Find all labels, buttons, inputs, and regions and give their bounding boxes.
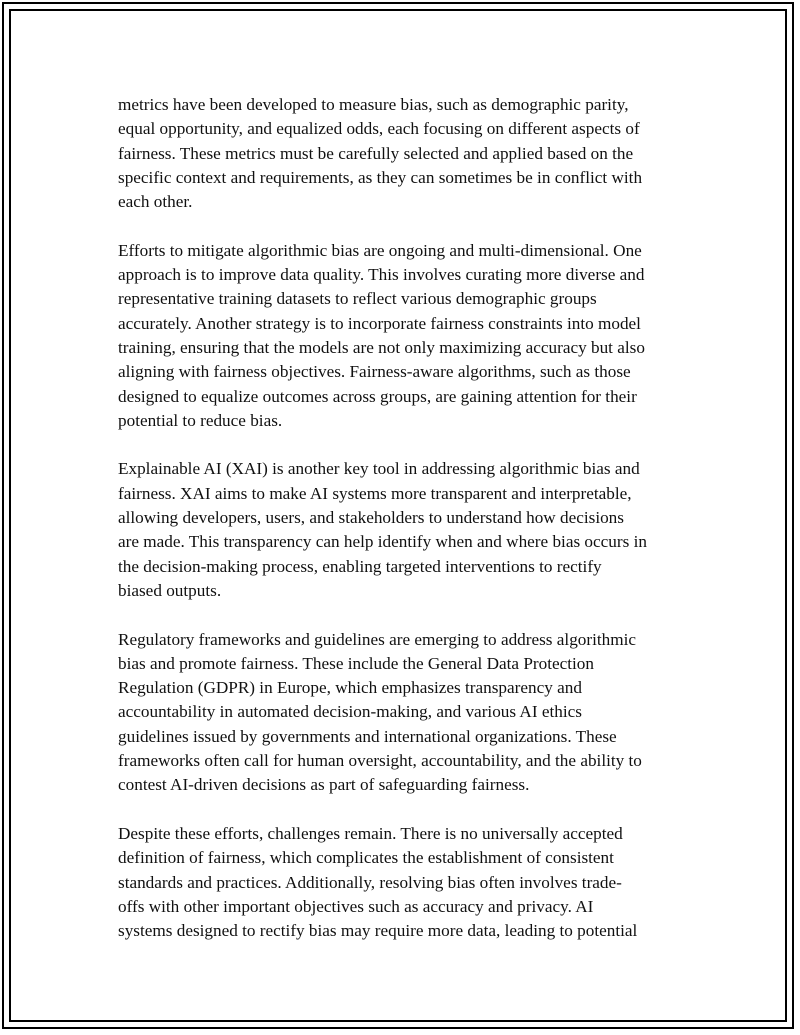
paragraph-regulatory-frameworks: Regulatory frameworks and guidelines are emerging to address algorithmic bias and promote fairness. These include the General Data Protection Regulation (GDPR) in Europe, which emphasizes transparency and accountability in automated decision-making, and various AI ethics guidelines issued by governments and international organizations. These frameworks often call for human oversight, accountability, and the ability to contest AI-driven decisions as part of safeguarding fairness. xyxy=(118,629,642,795)
paragraph-explainable-ai: Explainable AI (XAI) is another key tool in addressing algorithmic bias and fairness. XAI aims to make AI systems more transparent and interpretable, allowing developers, users, and stakeholders to understand how decisions are made. This transparency can help identify when and where bias occurs in the decision-making process, enabling targeted interventions to rectify biased outputs. xyxy=(118,459,647,600)
paragraph-fairness-metrics: metrics have been developed to measure bias, such as demographic parity, equal opportunity, and equalized odds, each focusing on different aspects of fairness. These metrics must be carefully selected and applied based on the specific context and requirements, as they can sometimes be in conflict with each other. xyxy=(118,95,643,212)
paragraph-remaining-challenges: Despite these efforts, challenges remain. There is no universally accepted definition of fairness, which complicates the establishment of consistent standards and practices. Additionally, resolving bias often involves trade- offs with other important objectives such as accuracy and privacy. AI systems designed to rectify bias may require more data, leading to potential xyxy=(118,823,638,941)
document-body xyxy=(118,93,690,968)
paragraph-mitigation-efforts: Efforts to mitigate algorithmic bias are ongoing and multi-dimensional. One approach is to improve data quality. This involves curating more diverse and representative training datasets to reflect various demographic groups accurately. Another strategy is to incorporate fairness constraints into model training, ensuring that the models are not only maximizing accuracy but also aligning with fairness objectives. Fairness-aware algorithms, such as those designed to equalize outcomes across groups, are gaining attention for their potential to reduce bias. xyxy=(118,240,645,430)
